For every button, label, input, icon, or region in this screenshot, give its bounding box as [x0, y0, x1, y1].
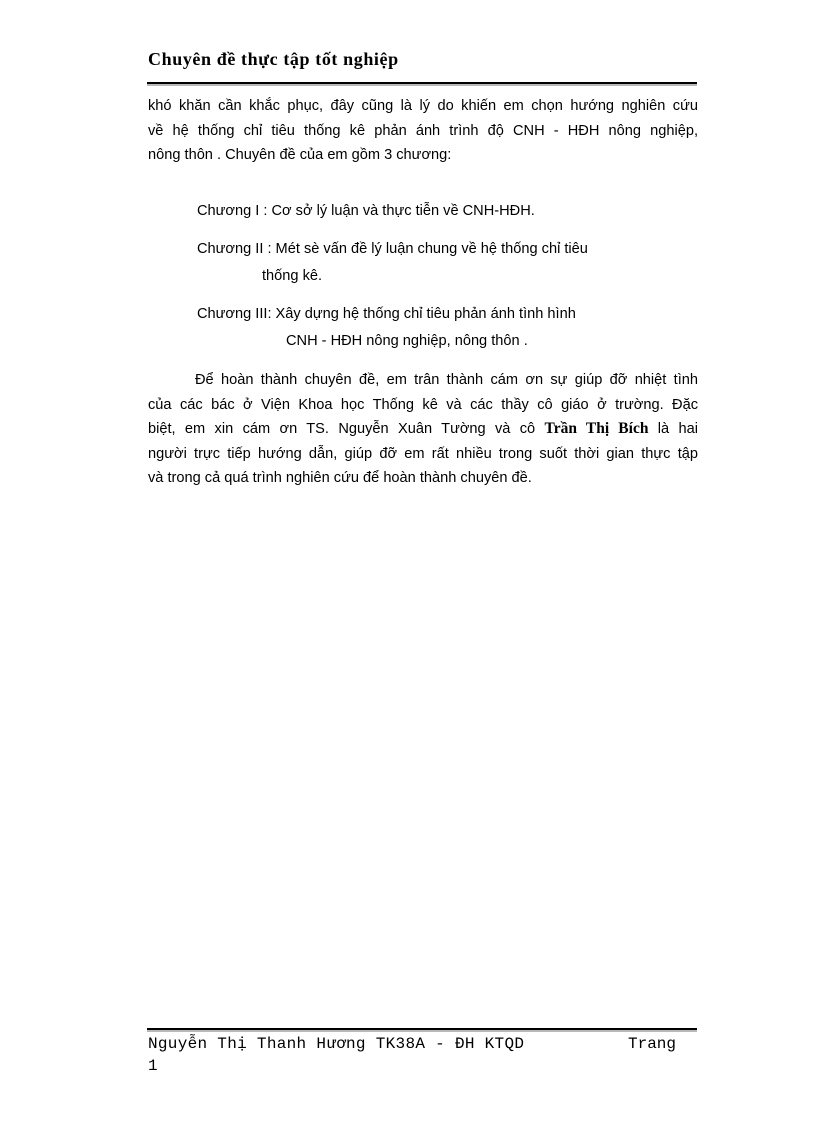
- chapter-2-line-2: thống kê.: [262, 268, 323, 284]
- chapter-1: Chương I : Cơ sở lý luận và thực tiễn về CNH-HĐH.: [197, 203, 535, 219]
- page-header-title: Chuyên đề thực tập tốt nghiệp: [148, 49, 399, 69]
- intro-line: về hệ thống chỉ tiêu thống kê phản ánh trình độ CNH - HĐH nông nghiệp,: [148, 122, 698, 139]
- header-divider: [147, 82, 697, 86]
- supervisor-name: Trần Thị Bích: [544, 420, 649, 437]
- intro-line: nông thôn . Chuyên đề của em gồm 3 chương:: [148, 147, 452, 163]
- closing-paragraph: [148, 368, 698, 491]
- closing-line: và trong cả quá trình nghiên cứu để hoàn thành chuyên đề.: [148, 470, 532, 486]
- footer-divider: [147, 1028, 697, 1032]
- closing-line-1-text: Để hoàn thành chuyên đề, em trân thành cám ơn sự giúp đỡ nhiệt tình: [195, 372, 698, 388]
- closing-line: của các bác ở Viện Khoa học Thống kê và các thầy cô giáo ở trường. Đặc: [148, 396, 698, 413]
- intro-line: khó khăn cần khắc phục, đây cũng là lý do khiến em chọn hướng nghiên cứu: [148, 98, 698, 114]
- closing-line-3-before: biệt, em xin cám ơn TS. Nguyễn Xuân Tường và cô: [148, 421, 545, 437]
- footer-page-label: Trang: [628, 1035, 677, 1053]
- footer-page-number: 1: [148, 1057, 158, 1075]
- chapter-3-line-1: Chương III: Xây dựng hệ thống chỉ tiêu phản ánh tình hình: [197, 306, 576, 322]
- closing-line: [148, 368, 698, 393]
- closing-line: [148, 417, 698, 442]
- chapter-3-line-2: CNH - HĐH nông nghiệp, nông thôn .: [286, 333, 528, 349]
- footer-author: Nguyễn Thị Thanh Hương TK38A - ĐH KTQD: [148, 1035, 525, 1053]
- chapter-2-line-1: Chương II : Mét sè vấn đề lý luận chung về hệ thống chỉ tiêu: [197, 241, 588, 257]
- closing-line: người trực tiếp hướng dẫn, giúp đỡ em rất nhiều trong suốt thời gian thực tập: [148, 445, 698, 462]
- intro-paragraph: [148, 94, 698, 168]
- closing-line-3-after: là hai: [648, 421, 698, 437]
